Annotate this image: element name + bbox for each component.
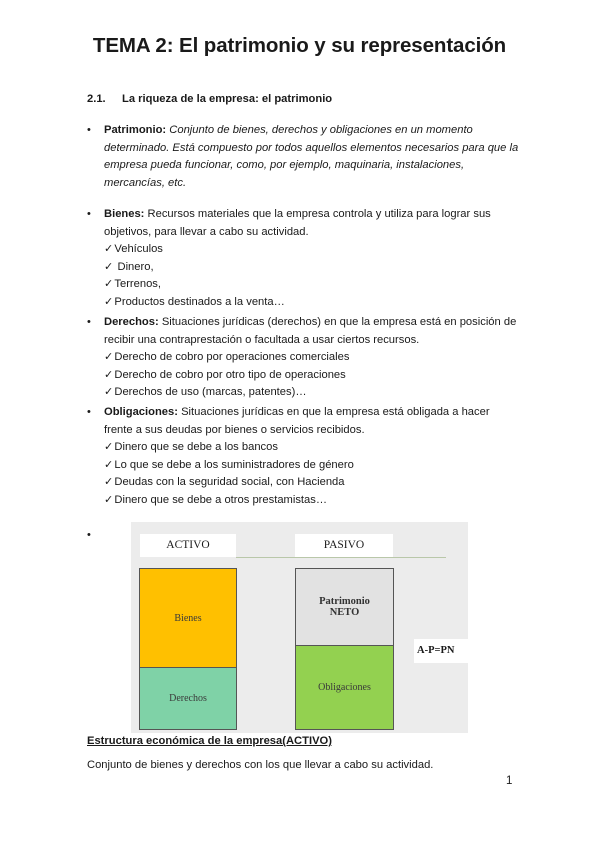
section-number: 2.1.: [87, 93, 106, 105]
bullet-icon: •: [87, 208, 91, 220]
check-icon: ✓: [104, 386, 114, 399]
check-icon: ✓: [104, 278, 114, 291]
check-icon: ✓: [104, 493, 114, 506]
obligaciones-label: Obligaciones: [318, 682, 371, 693]
bullet-icon: •: [87, 406, 91, 418]
example-item: ✓Deudas con la seguridad social, con Hacienda: [104, 476, 345, 489]
bullet-icon: •: [87, 316, 91, 328]
page-title: TEMA 2: El patrimonio y su representación: [92, 34, 507, 57]
definition-line: objetivos, para llevar a cabo su actividad.: [104, 225, 309, 238]
check-icon: ✓: [104, 295, 114, 308]
example-item: ✓Lo que se debe a los suministradores de género: [104, 458, 354, 471]
example-item: ✓Derecho de cobro por otro tipo de operaciones: [104, 368, 346, 381]
term-derechos: Derechos:: [104, 316, 159, 328]
activo-header: ACTIVO: [140, 534, 236, 557]
definition-line: Situaciones jurídicas en que la empresa está obligada a hacer: [181, 406, 490, 418]
example-item: ✓Derecho de cobro por operaciones comerciales: [104, 351, 350, 364]
example-item: ✓ Dinero,: [104, 260, 154, 273]
patrimonio-diagram: [131, 522, 468, 733]
check-icon: ✓: [104, 441, 114, 454]
example-item: ✓Productos destinados a la venta…: [104, 295, 285, 308]
example-item: ✓Derechos de uso (marcas, patentes)…: [104, 386, 307, 399]
term-bienes: Bienes:: [104, 208, 145, 220]
patrimonio-label: Patrimonio: [319, 596, 370, 607]
check-icon: ✓: [104, 351, 114, 364]
term-obligaciones: Obligaciones:: [104, 406, 178, 418]
section-heading: [87, 93, 332, 105]
section-title: La riqueza de la empresa: el patrimonio: [122, 93, 333, 105]
derechos-label: Derechos: [169, 693, 207, 704]
check-icon: ✓: [104, 260, 114, 273]
equation-label: A-P=PN: [414, 639, 468, 663]
bienes-box: [139, 568, 237, 668]
definition-line: empresa pueda funcionar, como, por ejemplo, maquinaria, instalaciones,: [104, 159, 465, 172]
pasivo-header: PASIVO: [295, 534, 393, 557]
definition-line: determinado. Está compuesto por todos aquellos elementos necesarios para que la: [104, 141, 519, 154]
derechos-box: [139, 667, 237, 730]
term-patrimonio: Patrimonio:: [104, 124, 167, 136]
list-item-obligaciones: [87, 404, 524, 510]
definition-line: mercancías, etc.: [104, 176, 187, 189]
bullet-icon: •: [87, 124, 91, 136]
caption-paragraph: Conjunto de bienes y derechos con los que llevar a cabo su actividad.: [87, 759, 434, 771]
definition-line: recibir una contraprestación o facultada a usar ciertos recursos.: [104, 333, 420, 346]
list-item-patrimonio: [87, 122, 524, 192]
check-icon: ✓: [104, 243, 114, 256]
header-divider: [236, 557, 446, 558]
example-item: ✓Vehículos: [104, 243, 163, 256]
definition-line: Conjunto de bienes, derechos y obligaciones en un momento: [169, 124, 473, 136]
list-item-bienes: [87, 206, 524, 312]
list-item-derechos: [87, 314, 524, 402]
definition-line: frente a sus deudas por bienes o servicios recibidos.: [104, 423, 365, 436]
definition-line: Recursos materiales que la empresa controla y utiliza para lograr sus: [147, 208, 491, 220]
diagram-caption: Estructura económica de la empresa(ACTIVO): [87, 735, 332, 747]
check-icon: ✓: [104, 476, 114, 489]
example-item: ✓Terrenos,: [104, 278, 162, 291]
definition-line: Situaciones jurídicas (derechos) en que la empresa está en posición de: [161, 316, 517, 328]
patrimonio-neto-box: [295, 568, 394, 646]
neto-label: NETO: [329, 607, 360, 618]
check-icon: ✓: [104, 458, 114, 471]
example-item: ✓Dinero que se debe a otros prestamistas…: [104, 493, 328, 506]
bienes-label: Bienes: [174, 612, 202, 624]
example-item: ✓Dinero que se debe a los bancos: [104, 441, 278, 454]
page-number: 1: [506, 775, 513, 787]
check-icon: ✓: [104, 368, 114, 381]
obligaciones-box: [295, 645, 394, 730]
bullet-icon: •: [87, 529, 91, 541]
